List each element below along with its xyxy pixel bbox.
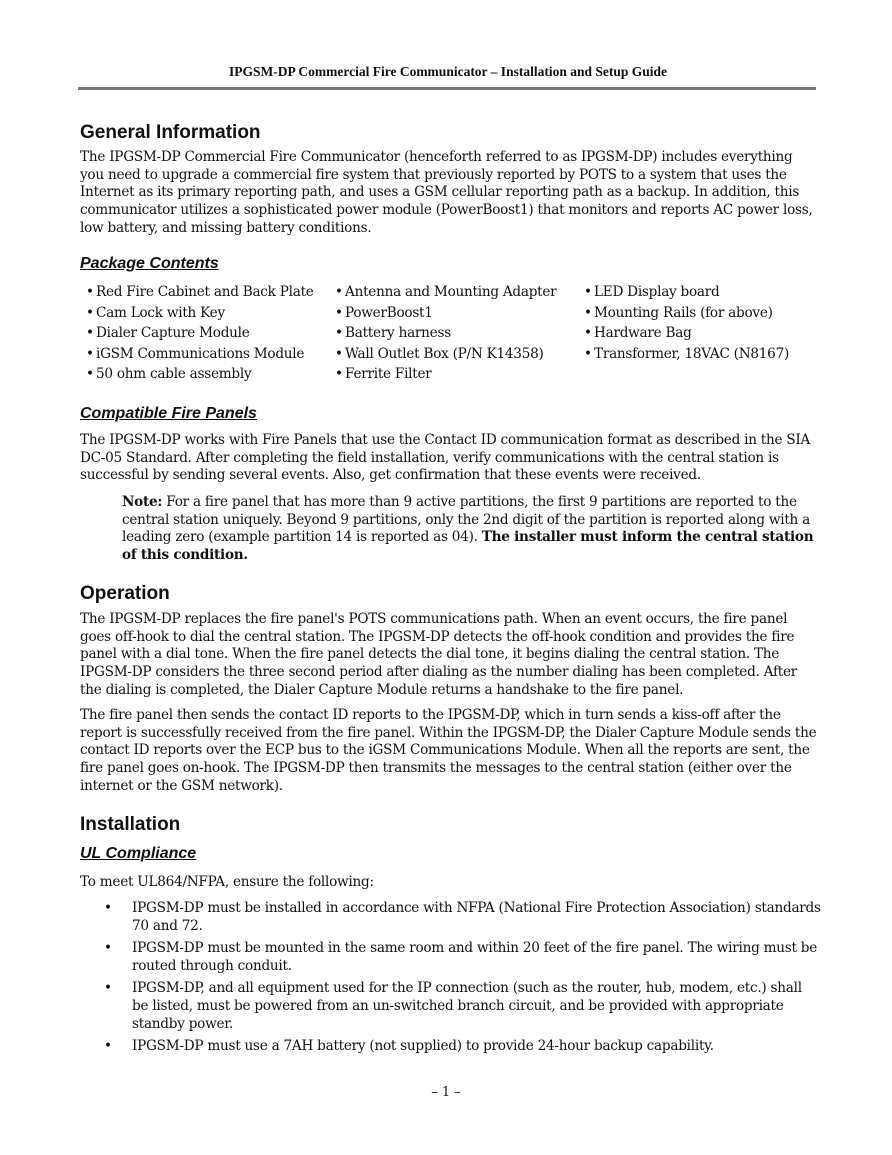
bullet: •	[584, 304, 592, 321]
bullet: •	[584, 345, 592, 362]
header-rule	[78, 87, 816, 90]
list-item: • Ferrite Filter	[335, 364, 556, 385]
list-item: • IPGSM-DP must be mounted in the same room and within 20 feet of the fire panel. The wiring must be routed through conduit.	[104, 940, 818, 974]
bullet: •	[335, 325, 343, 341]
note-label: Note:	[122, 494, 163, 510]
list-item: • Antenna and Mounting Adapter	[335, 282, 556, 303]
bullet: •	[104, 1038, 112, 1054]
bullet: •	[584, 325, 592, 341]
compatible-fire-panels-heading: Compatible Fire Panels	[80, 405, 257, 422]
bullet: •	[104, 980, 112, 996]
installation-heading: Installation	[80, 814, 181, 835]
note-paragraph	[122, 494, 822, 565]
operation-heading: Operation	[80, 583, 170, 604]
bullet: •	[335, 304, 343, 321]
bullet: •	[335, 366, 343, 382]
package-list-col3	[584, 282, 789, 364]
note-text: For a fire panel that has more than 9 active partitions, the first 9 partitions are reported to the central station uniquely. Beyond 9 partitions, only the 2nd digit of the partition is reported along with a leading zero (example partition 14 is reported as 04).	[122, 494, 810, 546]
running-header: IPGSM-DP Commercial Fire Communicator – Installation and Setup Guide	[228, 64, 667, 79]
list-item: • Cam Lock with Key	[86, 303, 314, 324]
operation-paragraph-2: The fire panel then sends the contact ID reports to the IPGSM-DP, which in turn sends a kiss-off after the report is successfully received from the fire panel. Within the IPGSM-DP, the Dialer Capture Module sends the contact ID reports over the ECP bus to the iGSM Communications Module. When all the reports are sent, the fire panel goes on-hook. The IPGSM-DP then transmits the messages to the central station (either over the internet or the GSM network).	[80, 707, 817, 794]
list-item: • IPGSM-DP, and all equipment used for the IP connection (such as the router, hub, modem, etc.) shall be listed, must be powered from an un-switched branch circuit, and be provided with appropriate standby power.	[104, 980, 802, 1032]
general-information-heading: General Information	[80, 122, 261, 143]
bullet: •	[86, 284, 94, 300]
package-list-col1	[86, 282, 314, 385]
general-information-text: The IPGSM-DP Commercial Fire Communicator (henceforth referred to as IPGSM-DP) includes everything you need to upgrade a commercial fire system that previously reported by POTS to a system that uses the Internet as its primary reporting path, and uses a GSM cellular reporting path as a backup. In addition, this communicator utilizes a sophisticated power module (PowerBoost1) that monitors and reports AC power loss, low battery, and missing battery conditions.	[80, 149, 813, 236]
package-list-col2	[335, 282, 556, 385]
list-item: • 50 ohm cable assembly	[86, 364, 314, 385]
list-item: • LED Display board	[584, 282, 789, 303]
bullet: •	[86, 325, 94, 341]
bullet: •	[86, 304, 94, 321]
bullet: •	[104, 900, 112, 916]
list-item: • IPGSM-DP must be installed in accordance with NFPA (National Fire Protection Association) standards 70 and 72.	[104, 900, 821, 934]
list-item: • PowerBoost1	[335, 303, 556, 324]
note-emphasis: The installer must inform the central station of this condition.	[122, 529, 814, 564]
bullet: •	[335, 345, 343, 362]
bullet: •	[86, 345, 94, 362]
list-item: • Wall Outlet Box (P/N K14358)	[335, 344, 556, 365]
compatible-fire-panels-text: The IPGSM-DP works with Fire Panels that use the Contact ID communication format as described in the SIA DC-05 Standard. After completing the field installation, verify communications with the central station is successful by sending several events. Also, get confirmation that these events were received.	[80, 432, 811, 484]
ul-compliance-heading: UL Compliance	[80, 845, 197, 862]
bullet: •	[584, 284, 592, 300]
ul-compliance-intro: To meet UL864/NFPA, ensure the following:	[80, 874, 374, 890]
list-item: • IPGSM-DP must use a 7AH battery (not supplied) to provide 24-hour backup capability.	[104, 1038, 714, 1054]
package-contents-heading: Package Contents	[80, 255, 219, 272]
list-item: • Red Fire Cabinet and Back Plate	[86, 282, 314, 303]
ul-compliance-list	[100, 899, 822, 1059]
list-item: • iGSM Communications Module	[86, 344, 314, 365]
list-item: • Mounting Rails (for above)	[584, 303, 789, 324]
operation-paragraph-1: The IPGSM-DP replaces the fire panel's POTS communications path. When an event occurs, the fire panel goes off-hook to dial the central station. The IPGSM-DP detects the off-hook condition and provides the fire panel with a dial tone. When the fire panel detects the dial tone, it begins dialing the central station. The IPGSM-DP considers the three second period after dialing as the number dialing has been completed. After the dialing is completed, the Dialer Capture Module returns a handshake to the fire panel.	[80, 611, 798, 698]
page-number: – 1 –	[431, 1085, 461, 1100]
list-item: • Battery harness	[335, 323, 556, 344]
bullet: •	[335, 284, 343, 300]
list-item: • Dialer Capture Module	[86, 323, 314, 344]
list-item: • Hardware Bag	[584, 323, 789, 344]
list-item: • Transformer, 18VAC (N8167)	[584, 344, 789, 365]
bullet: •	[86, 366, 94, 382]
bullet: •	[104, 940, 112, 956]
